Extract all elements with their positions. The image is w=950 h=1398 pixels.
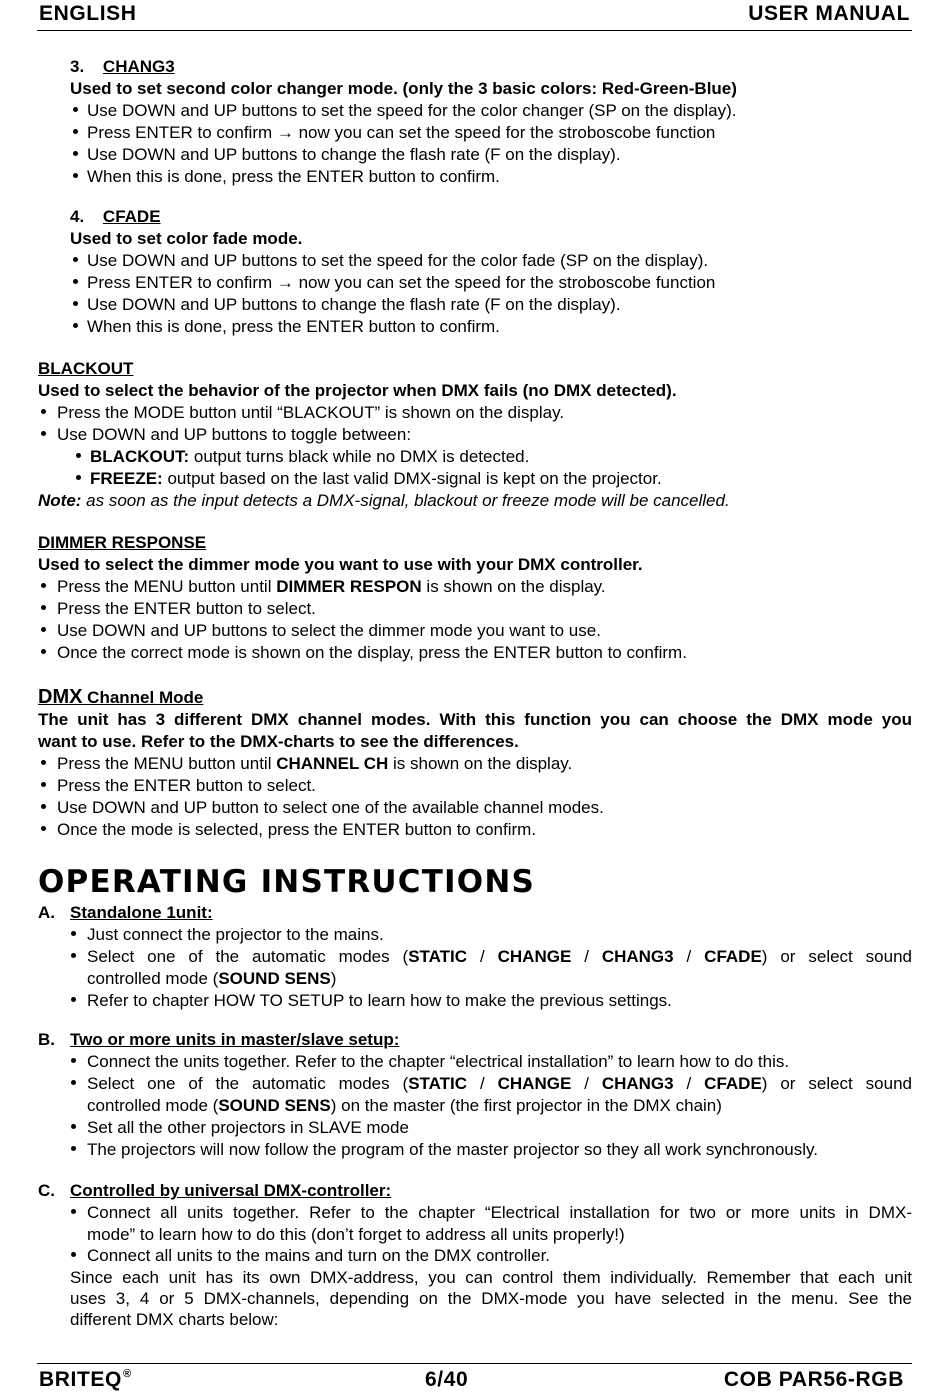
blackout-description: Used to select the behavior of the projector when DMX fails (no DMX detected). xyxy=(38,381,677,400)
list-item: Use DOWN and UP button to select one of the available channel modes. xyxy=(57,798,604,817)
text-segment: ) or select sound xyxy=(761,1074,912,1093)
text-segment: is shown on the display. xyxy=(421,577,606,596)
sub-list-item xyxy=(90,446,529,468)
mode-change: CHANGE xyxy=(497,947,572,966)
list-item xyxy=(87,1073,912,1095)
section-b-title: Two or more units in master/slave setup: xyxy=(70,1030,400,1049)
list-item: Use DOWN and UP buttons to change the flash rate (F on the display). xyxy=(87,295,621,314)
note-text: as soon as the input detects a DMX-signal, blackout or freeze mode will be cancelled. xyxy=(81,491,730,510)
blackout-term: BLACKOUT: xyxy=(90,447,190,466)
chang3-heading xyxy=(70,56,175,78)
paragraph-line: uses 3, 4 or 5 DMX-channels, depending on the DMX-mode you have selected in the menu. See the xyxy=(70,1289,912,1308)
bullet-icon xyxy=(41,826,46,831)
bullet-icon xyxy=(41,782,46,787)
list-item: Press ENTER to confirm → now you can set the speed for the stroboscobe function xyxy=(87,123,716,142)
footer-brand xyxy=(39,1368,132,1392)
mode-static: STATIC xyxy=(408,1074,468,1093)
mode-change: CHANGE xyxy=(497,1074,572,1093)
list-item: When this is done, press the ENTER button to confirm. xyxy=(87,167,500,186)
blackout-note xyxy=(38,490,730,512)
list-item: Press the MODE button until “BLACKOUT” is shown on the display. xyxy=(57,403,565,422)
list-item xyxy=(57,753,572,775)
blackout-title: BLACKOUT xyxy=(38,359,134,378)
freeze-term: FREEZE: xyxy=(90,469,163,488)
page-number: 6/40 xyxy=(425,1368,469,1391)
bullet-icon xyxy=(71,1209,76,1214)
separator: / xyxy=(584,947,589,966)
footer-model: COB PAR56-RGB xyxy=(723,1368,904,1391)
paragraph-line: different DMX charts below: xyxy=(70,1310,279,1329)
bullet-icon xyxy=(73,129,78,134)
bullet-icon xyxy=(71,1058,76,1063)
operating-instructions-heading: OPERATING INSTRUCTIONS xyxy=(38,864,536,900)
mode-chang3: CHANG3 xyxy=(601,947,674,966)
mode-chang3: CHANG3 xyxy=(601,1074,674,1093)
header-doc-type: USER MANUAL xyxy=(748,2,910,25)
list-item: Use DOWN and UP buttons to set the speed for the color changer (SP on the display). xyxy=(87,101,737,120)
bullet-icon xyxy=(41,649,46,654)
separator: / xyxy=(686,947,692,966)
list-item: Press the ENTER button to select. xyxy=(57,599,316,618)
list-item: Connect the units together. Refer to the chapter “electrical installation” to learn how to do this. xyxy=(87,1052,790,1071)
list-item: Press the ENTER button to select. xyxy=(57,776,316,795)
separator: / xyxy=(584,1074,589,1093)
mode-sound-sens: SOUND SENS xyxy=(218,1096,331,1115)
bullet-icon xyxy=(71,953,76,958)
page-header xyxy=(37,0,912,31)
list-item xyxy=(87,946,912,968)
text-segment: Press the MENU button until xyxy=(57,577,277,596)
bullet-icon xyxy=(41,409,46,414)
section-a-title: Standalone 1unit: xyxy=(70,903,213,922)
menu-name: DIMMER RESPON xyxy=(276,577,422,596)
bullet-icon xyxy=(41,583,46,588)
note-label: Note: xyxy=(38,491,82,510)
list-item: Set all the other projectors in SLAVE mode xyxy=(87,1118,409,1137)
page-footer xyxy=(37,1363,912,1398)
bullet-icon xyxy=(73,107,78,112)
bullet-icon xyxy=(76,475,81,480)
list-item: Refer to chapter HOW TO SETUP to learn how to make the previous settings. xyxy=(87,991,672,1010)
list-item-continuation xyxy=(87,968,336,990)
dimmer-description: Used to select the dimmer mode you want to use with your DMX controller. xyxy=(38,555,643,574)
bullet-icon xyxy=(76,453,81,458)
header-language: ENGLISH xyxy=(39,2,137,25)
bullet-icon xyxy=(71,1252,76,1257)
mode-cfade: CFADE xyxy=(704,947,762,966)
list-item: Use DOWN and UP buttons to toggle between: xyxy=(57,425,412,444)
bullet-icon xyxy=(71,1124,76,1129)
bullet-icon xyxy=(73,257,78,262)
text-segment: controlled mode ( xyxy=(87,969,219,988)
text-segment: ) xyxy=(330,969,337,988)
bullet-icon xyxy=(41,804,46,809)
cfade-title: CFADE xyxy=(102,207,161,226)
bullet-icon xyxy=(41,627,46,632)
bullet-icon xyxy=(73,173,78,178)
dmx-title xyxy=(38,686,203,709)
text-segment: ) on the master (the first projector in the DMX chain) xyxy=(330,1096,722,1115)
separator: / xyxy=(479,947,485,966)
list-item: Just connect the projector to the mains. xyxy=(87,925,384,944)
dmx-description-line1: The unit has 3 different DMX channel modes. With this function you can choose the DMX mode you xyxy=(38,710,912,729)
bullet-icon xyxy=(71,1080,76,1085)
list-item: Use DOWN and UP buttons to set the speed for the color fade (SP on the display). xyxy=(87,251,709,270)
chang3-number: 3. xyxy=(70,57,85,76)
bullet-icon xyxy=(41,760,46,765)
text-segment: Select one of the automatic modes ( xyxy=(87,1074,409,1093)
bullet-icon xyxy=(71,1146,76,1151)
dmx-description-line2: want to use. Refer to the DMX-charts to see the differences. xyxy=(38,732,519,751)
list-item: When this is done, press the ENTER button to confirm. xyxy=(87,317,500,336)
mode-cfade: CFADE xyxy=(704,1074,762,1093)
blackout-term-text: output turns black while no DMX is detected. xyxy=(189,447,530,466)
chang3-description: Used to set second color changer mode. (only the 3 basic colors: Red-Green-Blue) xyxy=(70,79,737,98)
brand-name: BRITEQ xyxy=(39,1368,122,1391)
list-item: Press ENTER to confirm → now you can set the speed for the stroboscobe function xyxy=(87,273,716,292)
bullet-icon xyxy=(73,151,78,156)
bullet-icon xyxy=(73,301,78,306)
list-item: Once the mode is selected, press the ENTER button to confirm. xyxy=(57,820,537,839)
list-item xyxy=(57,576,606,598)
text-segment: Select one of the automatic modes ( xyxy=(87,947,409,966)
sub-list-item xyxy=(90,468,662,490)
cfade-number: 4. xyxy=(70,207,85,226)
cfade-description: Used to set color fade mode. xyxy=(70,229,303,248)
text-segment: Press the MENU button until xyxy=(57,754,277,773)
mode-sound-sens: SOUND SENS xyxy=(218,969,331,988)
freeze-term-text: output based on the last valid DMX-signal is kept on the projector. xyxy=(162,469,662,488)
bullet-icon xyxy=(71,931,76,936)
text-segment: ) or select sound xyxy=(761,947,912,966)
section-c-label: C. xyxy=(38,1181,55,1200)
list-item: Connect all units to the mains and turn on the DMX controller. xyxy=(87,1246,551,1265)
dimmer-title: DIMMER RESPONSE xyxy=(38,533,207,552)
list-item-continuation: mode” to learn how to do this (don’t forget to address all units properly!) xyxy=(87,1225,625,1244)
list-item: Use DOWN and UP buttons to select the dimmer mode you want to use. xyxy=(57,621,601,640)
cfade-heading xyxy=(70,206,161,228)
chang3-title: CHANG3 xyxy=(102,57,175,76)
section-b-label: B. xyxy=(38,1030,55,1049)
menu-name: CHANNEL CH xyxy=(276,754,389,773)
list-item-continuation xyxy=(87,1095,722,1117)
bullet-icon xyxy=(41,605,46,610)
text-segment: is shown on the display. xyxy=(388,754,573,773)
list-item: Once the correct mode is shown on the display, press the ENTER button to confirm. xyxy=(57,643,687,662)
separator: / xyxy=(479,1074,485,1093)
dmx-title-rest: Channel Mode xyxy=(82,688,204,707)
section-a-label: A. xyxy=(38,903,55,922)
registered-mark: ® xyxy=(122,1368,132,1380)
bullet-icon xyxy=(71,997,76,1002)
list-item: Connect all units together. Refer to the chapter “Electrical installation for two or more units in DMX- xyxy=(87,1203,912,1222)
paragraph-line: Since each unit has its own DMX-address, you can control them individually. Remember that each unit xyxy=(70,1268,912,1287)
bullet-icon xyxy=(41,431,46,436)
section-c-title: Controlled by universal DMX-controller: xyxy=(70,1181,392,1200)
text-segment: controlled mode ( xyxy=(87,1096,219,1115)
list-item: Use DOWN and UP buttons to change the flash rate (F on the display). xyxy=(87,145,621,164)
separator: / xyxy=(686,1074,692,1093)
list-item: The projectors will now follow the program of the master projector so they all work synchronously. xyxy=(87,1140,818,1159)
bullet-icon xyxy=(73,279,78,284)
bullet-icon xyxy=(73,323,78,328)
mode-static: STATIC xyxy=(408,947,468,966)
dmx-title-big: DMX xyxy=(38,686,83,708)
